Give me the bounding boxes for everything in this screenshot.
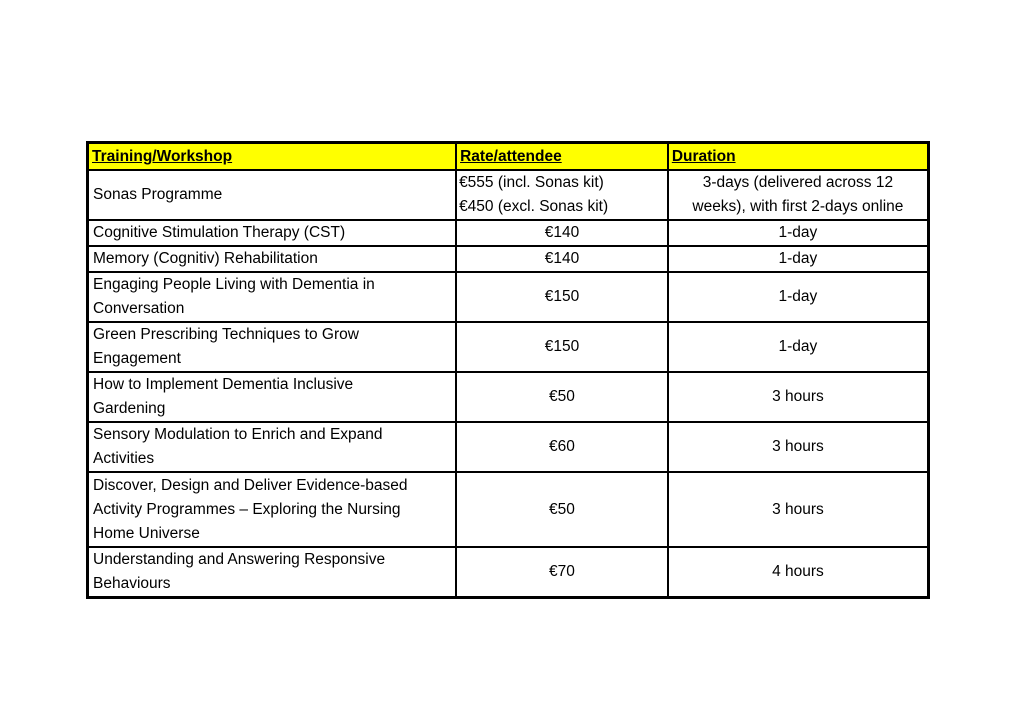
training-line: Home Universe: [93, 524, 200, 542]
table-row: [88, 322, 929, 372]
table-row: [88, 170, 929, 220]
training-cell: Memory (Cognitiv) Rehabilitation: [88, 246, 457, 272]
header-training-workshop: Training/Workshop: [88, 143, 457, 171]
training-line: Activities: [93, 450, 155, 467]
duration-line: weeks), with first 2-days online: [692, 198, 904, 215]
duration-cell: 3 hours: [668, 472, 929, 547]
training-line: Behaviours: [93, 575, 171, 592]
table-row: [88, 220, 929, 246]
table-row: [88, 472, 929, 547]
training-cell: Sonas Programme: [88, 170, 457, 220]
duration-cell: 1-day: [668, 322, 929, 372]
table-row: [88, 246, 929, 272]
training-line: Gardening: [93, 400, 166, 417]
training-line: Engagement: [93, 350, 181, 367]
training-cell: [88, 547, 457, 598]
rate-cell: €150: [456, 272, 668, 322]
duration-cell: 3 hours: [668, 422, 929, 472]
table-row: [88, 272, 929, 322]
rate-cell: €150: [456, 322, 668, 372]
training-rates-table: [86, 141, 930, 599]
table-row: [88, 372, 929, 422]
duration-cell: 4 hours: [668, 547, 929, 598]
training-cell: [88, 272, 457, 322]
table-row: [88, 422, 929, 472]
duration-cell: 1-day: [668, 246, 929, 272]
rate-line: €555 (incl. Sonas kit): [459, 174, 604, 191]
training-cell: [88, 372, 457, 422]
training-line: Understanding and Answering Responsive: [93, 551, 386, 568]
training-line: Activity Programmes – Exploring the Nursing: [93, 500, 401, 518]
training-line: Sensory Modulation to Enrich and Expand: [93, 426, 383, 443]
rate-cell: €50: [456, 372, 668, 422]
training-cell: [88, 322, 457, 372]
table-header-row: [88, 143, 929, 171]
training-line: Green Prescribing Techniques to Grow: [93, 326, 359, 343]
header-duration: Duration: [668, 143, 929, 171]
training-line: Discover, Design and Deliver Evidence-based: [93, 476, 408, 494]
training-line: Engaging People Living with Dementia in: [93, 276, 375, 293]
rate-cell: €140: [456, 246, 668, 272]
duration-cell: [668, 170, 929, 220]
rate-cell: [456, 170, 668, 220]
training-cell: Cognitive Stimulation Therapy (CST): [88, 220, 457, 246]
rate-cell: €60: [456, 422, 668, 472]
duration-cell: 1-day: [668, 220, 929, 246]
duration-line: 3-days (delivered across 12: [702, 174, 894, 191]
training-line: Conversation: [93, 300, 185, 317]
training-line: How to Implement Dementia Inclusive: [93, 376, 354, 393]
duration-cell: 3 hours: [668, 372, 929, 422]
rate-cell: €70: [456, 547, 668, 598]
rate-cell: €140: [456, 220, 668, 246]
rate-cell: €50: [456, 472, 668, 547]
header-rate-attendee: Rate/attendee: [456, 143, 668, 171]
training-cell: [88, 422, 457, 472]
training-cell: [88, 472, 457, 547]
rate-line: €450 (excl. Sonas kit): [459, 198, 609, 215]
table-row: [88, 547, 929, 598]
duration-cell: 1-day: [668, 272, 929, 322]
